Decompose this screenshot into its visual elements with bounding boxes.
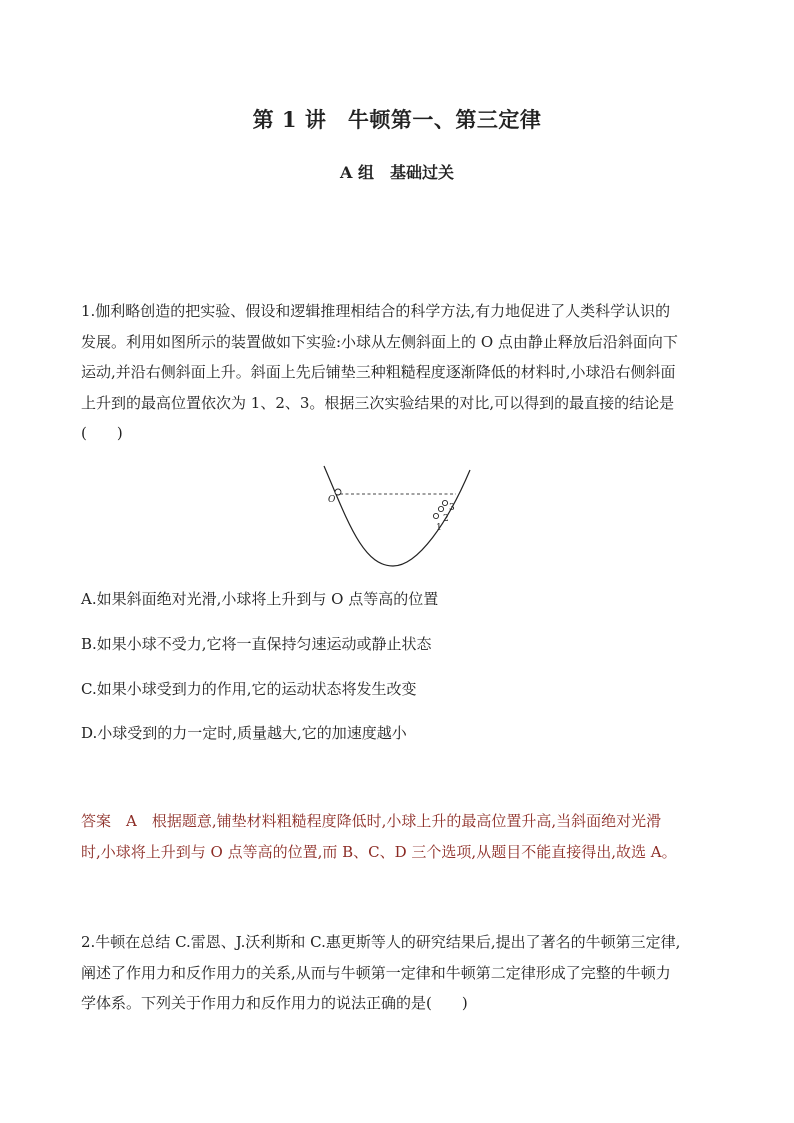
- question-2-line: 学体系。下列关于作用力和反作用力的说法正确的是( ): [81, 994, 468, 1012]
- ball-position-2: [438, 506, 443, 511]
- question-1-line: 发展。利用如图所示的装置做如下实验:小球从左侧斜面上的 O 点由静止释放后沿斜面向下: [81, 332, 678, 351]
- option-c: C.如果小球受到力的作用,它的运动状态将发生改变: [81, 680, 417, 698]
- ball-start: [335, 489, 341, 495]
- question-1-line: 1.伽利略创造的把实验、假设和逻辑推理相结合的科学方法,有力地促进了人类科学认识的: [81, 302, 671, 320]
- label-1: 1: [436, 523, 442, 533]
- option-d: D.小球受到的力一定时,质量越大,它的加速度越小: [81, 724, 407, 742]
- option-a: A.如果斜面绝对光滑,小球将上升到与 O 点等高的位置: [81, 590, 439, 608]
- question-2-stem: [81, 927, 721, 1019]
- question-1-stem: [81, 296, 721, 449]
- incline-figure: [318, 462, 478, 572]
- label-2: 2: [443, 514, 449, 524]
- label-o: O: [328, 495, 336, 505]
- option-b: B.如果小球不受力,它将一直保持匀速运动或静止状态: [81, 635, 432, 653]
- section-subtitle: A 组 基础过关: [340, 163, 454, 182]
- question-2-line: 2.牛顿在总结 C.雷恩、J.沃利斯和 C.惠更斯等人的研究结果后,提出了著名的牛顿第三定律,: [81, 933, 681, 951]
- question-1-answer: [81, 806, 721, 867]
- answer-line: 答案 A 根据题意,铺垫材料粗糙程度降低时,小球上升的最高位置升高,当斜面绝对光滑: [81, 812, 662, 830]
- ball-position-3: [442, 500, 447, 505]
- answer-line: 时,小球将上升到与 O 点等高的位置,而 B、C、D 三个选项,从题目不能直接得出,故选 A。: [81, 842, 677, 861]
- question-1-line: 运动,并沿右侧斜面上升。斜面上先后铺垫三种粗糙程度逐渐降低的材料时,小球沿右侧斜面: [81, 363, 676, 381]
- page-title: 第 1 讲 牛顿第一、第三定律: [252, 107, 542, 132]
- question-2-line: 阐述了作用力和反作用力的关系,从而与牛顿第一定律和牛顿第二定律形成了完整的牛顿力: [81, 963, 671, 982]
- question-1-line: ( ): [81, 424, 123, 442]
- label-3: 3: [449, 503, 455, 513]
- ball-position-1: [433, 513, 438, 518]
- question-1-line: 上升到的最高位置依次为 1、2、3。根据三次实验结果的对比,可以得到的最直接的结论是: [81, 393, 675, 412]
